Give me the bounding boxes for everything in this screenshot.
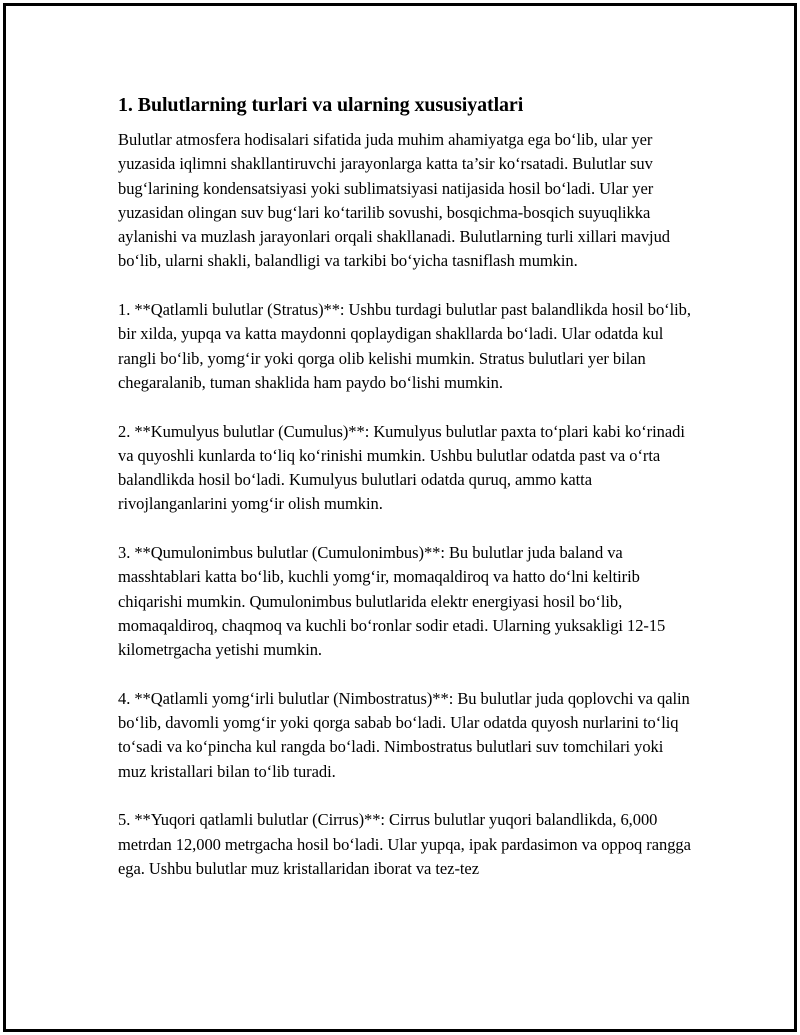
paragraph-cirrus: 5. **Yuqori qatlamli bulutlar (Cirrus)**: Cirrus bulutlar yuqori balandlikda, 6,000 metrdan 12,000 metrgacha hosil bo‘ladi. Ular yupqa, ipak pardasimon va oppoq rangga ega. Ushbu bulutlar muz kristallaridan iborat va tez-tez (118, 810, 691, 878)
section-heading: 1. Bulutlarning turlari va ularning xususiyatlari (118, 94, 524, 116)
document-body (118, 92, 693, 906)
intro-paragraph: Bulutlar atmosfera hodisalari sifatida juda muhim ahamiyatga ega bo‘lib, ular yer yuzasida iqlimni shakllantiruvchi jarayonlarga katta ta’sir ko‘rsatadi. Bulutlar suv bug‘larining kondensatsiyasi yoki sublimatsiyasi natijasida hosil bo‘ladi. Ular yer yuzasidan olingan suv bug‘lari ko‘tarilib sovushi, bosqichma-bosqich suyuqlikka aylanishi va muzlash jarayonlari orqali shakllanadi. Bulutlarning turli xillari mavjud bo‘lib, ularni shakli, balandligi va tarkibi bo‘yicha tasniflash mumkin. (118, 130, 670, 271)
paragraph-nimbostratus: 4. **Qatlamli yomg‘irli bulutlar (Nimbostratus)**: Bu bulutlar juda qoplovchi va qalin bo‘lib, davomli yomg‘ir yoki qorga sabab bo‘ladi. Ular odatda quyosh nurlarini to‘liq to‘sadi va ko‘pincha kul rangda bo‘ladi. Nimbostratus bulutlari suv tomchilari yoki muz kristallari bilan to‘lib turadi. (118, 688, 690, 781)
paragraph-cumulonimbus: 3. **Qumulonimbus bulutlar (Cumulonimbus)**: Bu bulutlar juda baland va masshtablari katta bo‘lib, kuchli yomg‘ir, momaqaldiroq va hatto do‘lni keltirib chiqarishi mumkin. Qumulonimbus bulutlarida elektr energiyasi hosil bo‘lib, momaqaldiroq, chaqmoq va kuchli bo‘ronlar sodir etadi. Ularning yuksakligi 12-15 kilometrgacha yetishi mumkin. (118, 543, 666, 660)
paragraph-stratus: 1. **Qatlamli bulutlar (Stratus)**: Ushbu turdagi bulutlar past balandlikda hosil bo‘lib, bir xilda, yupqa va katta maydonni qoplaydigan shakllarda bo‘ladi. Ular odatda kul rangli bo‘lib, yomg‘ir yoki qorga olib kelishi mumkin. Stratus bulutlari yer bilan chegaralanib, tuman shaklida ham paydo bo‘lishi mumkin. (118, 300, 691, 392)
paragraph-cumulus: 2. **Kumulyus bulutlar (Cumulus)**: Kumulyus bulutlar paxta to‘plari kabi ko‘rinadi va quyoshli kunlarda to‘liq ko‘rinishi mumkin. Ushbu bulutlar odatda past va o‘rta balandlikda hosil bo‘ladi. Kumulyus bulutlari odatda quruq, ammo katta rivojlanganlarini yomg‘ir olish mumkin. (118, 421, 685, 514)
